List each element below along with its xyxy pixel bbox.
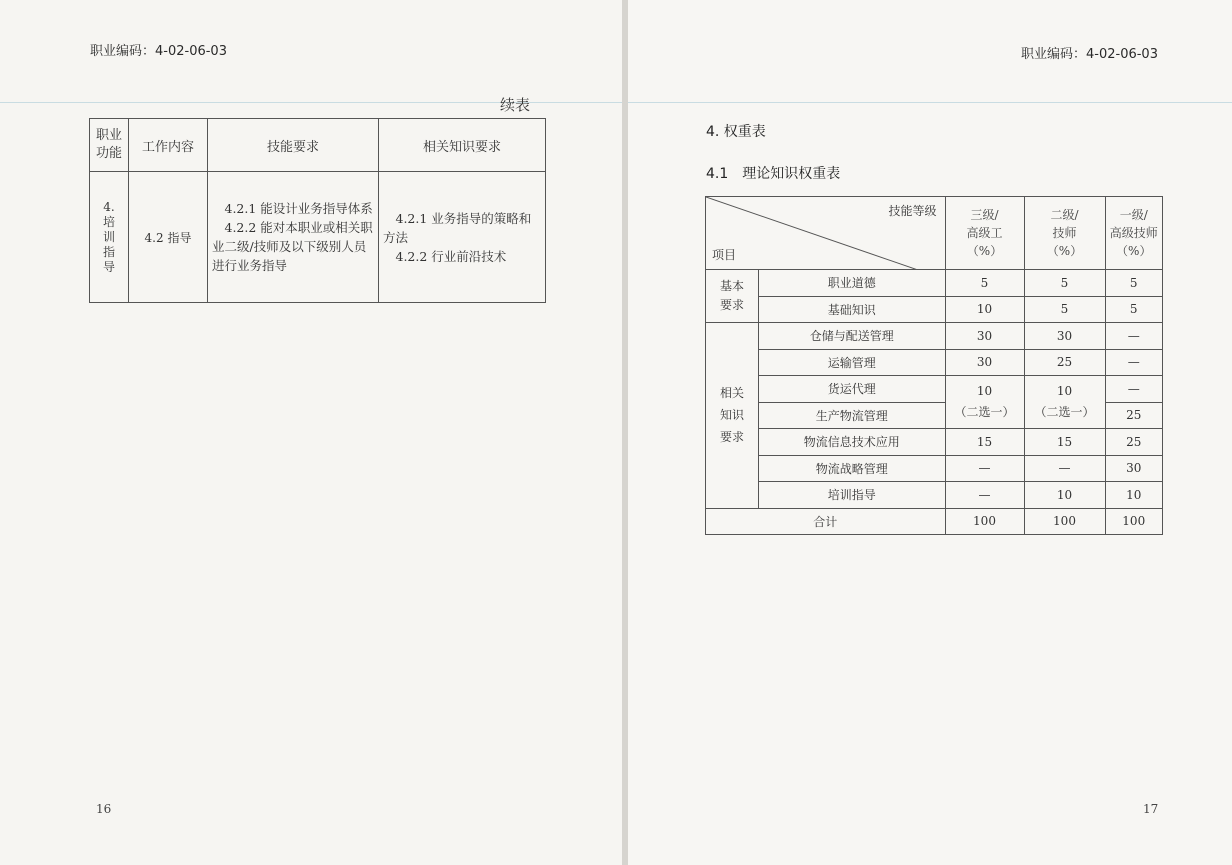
function-char: 训 — [102, 229, 115, 244]
function-header-text: 职业功能 — [95, 128, 122, 161]
value-cell: 25 — [1105, 402, 1163, 429]
value-cell: 10 — [1105, 482, 1163, 509]
merged-value-cell — [945, 376, 1024, 429]
group-related-label: 相关知识要求 — [719, 386, 744, 445]
value-cell: — — [1024, 455, 1105, 482]
col-header-skills: 技能要求 — [208, 119, 379, 172]
level-line: 高级工 — [966, 226, 1003, 240]
value-cell: 5 — [945, 270, 1024, 297]
total-label: 合计 — [706, 508, 946, 535]
function-char: 培 — [102, 214, 115, 229]
item-cell: 培训指导 — [759, 482, 946, 509]
page-number-left: 16 — [96, 802, 112, 816]
table-row — [706, 349, 1163, 376]
value-cell: 5 — [1105, 270, 1163, 297]
item-cell: 基础知识 — [759, 296, 946, 323]
col-header-knowledge: 相关知识要求 — [379, 119, 546, 172]
group-basic-label: 基本要求 — [719, 279, 744, 312]
value-cell: 10 — [1024, 482, 1105, 509]
item-cell: 职业道德 — [759, 270, 946, 297]
level-line: （%） — [1046, 244, 1083, 258]
value-cell: 5 — [1024, 296, 1105, 323]
function-char: 指 — [102, 244, 115, 259]
skill-item: 4.2.2 能对本职业或相关职业二级/技师及以下级别人员进行业务指导 — [212, 220, 373, 273]
value-cell: 30 — [1105, 455, 1163, 482]
group-related — [706, 323, 759, 509]
group-basic — [706, 270, 759, 323]
table-row — [706, 376, 1163, 403]
item-cell: 运输管理 — [759, 349, 946, 376]
total-value: 100 — [945, 508, 1024, 535]
table-row — [706, 429, 1163, 456]
continued-label: 续表 — [500, 96, 531, 114]
table-row — [706, 270, 1163, 297]
corner-bottom-label: 项目 — [712, 248, 737, 262]
value-text: 10 — [976, 384, 993, 398]
total-value: 100 — [1105, 508, 1163, 535]
value-cell: 25 — [1024, 349, 1105, 376]
skills-cell — [208, 172, 379, 303]
item-cell: 生产物流管理 — [759, 402, 946, 429]
function-cell — [90, 172, 129, 303]
value-text: 10 — [1056, 384, 1073, 398]
value-cell: 5 — [1024, 270, 1105, 297]
table-header-row — [706, 197, 1163, 270]
value-cell: 30 — [1024, 323, 1105, 350]
function-number: 4. — [103, 199, 115, 214]
subsection-title: 4.1 理论知识权重表 — [706, 166, 841, 182]
item-cell: 仓储与配送管理 — [759, 323, 946, 350]
table-header-row — [90, 119, 546, 172]
table-row — [706, 455, 1163, 482]
knowledge-item: 4.2.1 业务指导的策略和方法 — [383, 210, 532, 245]
value-cell: 30 — [945, 349, 1024, 376]
occupation-code-left: 职业编码：4-02-06-03 — [90, 44, 227, 59]
skill-item: 4.2.1 能设计业务指导体系 — [224, 201, 373, 216]
value-cell: 15 — [945, 429, 1024, 456]
value-cell: 15 — [1024, 429, 1105, 456]
col-header-function — [90, 119, 129, 172]
value-cell: 5 — [1105, 296, 1163, 323]
item-cell: 物流信息技术应用 — [759, 429, 946, 456]
occupation-code-right: 职业编码：4-02-06-03 — [1021, 47, 1158, 62]
level-line: 三级/ — [970, 208, 999, 222]
level-header — [1105, 197, 1163, 270]
col-header-content: 工作内容 — [129, 119, 208, 172]
knowledge-cell — [379, 172, 546, 303]
diagonal-line — [706, 197, 918, 270]
value-cell: 30 — [945, 323, 1024, 350]
value-cell: — — [1105, 323, 1163, 350]
content-cell: 4.2 指导 — [129, 172, 208, 303]
level-line: （%） — [966, 244, 1003, 258]
value-cell: — — [945, 482, 1024, 509]
level-line: 高级技师 — [1109, 226, 1158, 240]
item-cell: 物流战略管理 — [759, 455, 946, 482]
page-number-right: 17 — [1143, 802, 1159, 816]
theory-weight-table — [705, 196, 1163, 535]
level-line: （%） — [1116, 244, 1152, 258]
value-cell: — — [1105, 349, 1163, 376]
corner-top-label: 技能等级 — [888, 204, 937, 218]
corner-cell — [706, 197, 946, 270]
skill-requirements-table — [89, 118, 546, 303]
value-cell: — — [945, 455, 1024, 482]
item-cell: 货运代理 — [759, 376, 946, 403]
level-header — [1024, 197, 1105, 270]
table-row — [706, 296, 1163, 323]
table-row — [90, 172, 546, 303]
header-rule-right — [628, 102, 1232, 103]
total-value: 100 — [1024, 508, 1105, 535]
level-line: 技师 — [1052, 226, 1077, 240]
choose-one-note: （二选一） — [954, 405, 1015, 419]
merged-value-cell — [1024, 376, 1105, 429]
section-title: 4. 权重表 — [706, 124, 766, 140]
choose-one-note: （二选一） — [1034, 405, 1095, 419]
value-cell: 10 — [945, 296, 1024, 323]
knowledge-item: 4.2.2 行业前沿技术 — [395, 248, 507, 264]
level-line: 一级/ — [1119, 208, 1148, 222]
table-row — [706, 323, 1163, 350]
value-cell: — — [1105, 376, 1163, 403]
level-header — [945, 197, 1024, 270]
value-cell: 25 — [1105, 429, 1163, 456]
total-row — [706, 508, 1163, 535]
function-char: 导 — [102, 259, 115, 274]
table-row — [706, 482, 1163, 509]
level-line: 二级/ — [1050, 208, 1079, 222]
